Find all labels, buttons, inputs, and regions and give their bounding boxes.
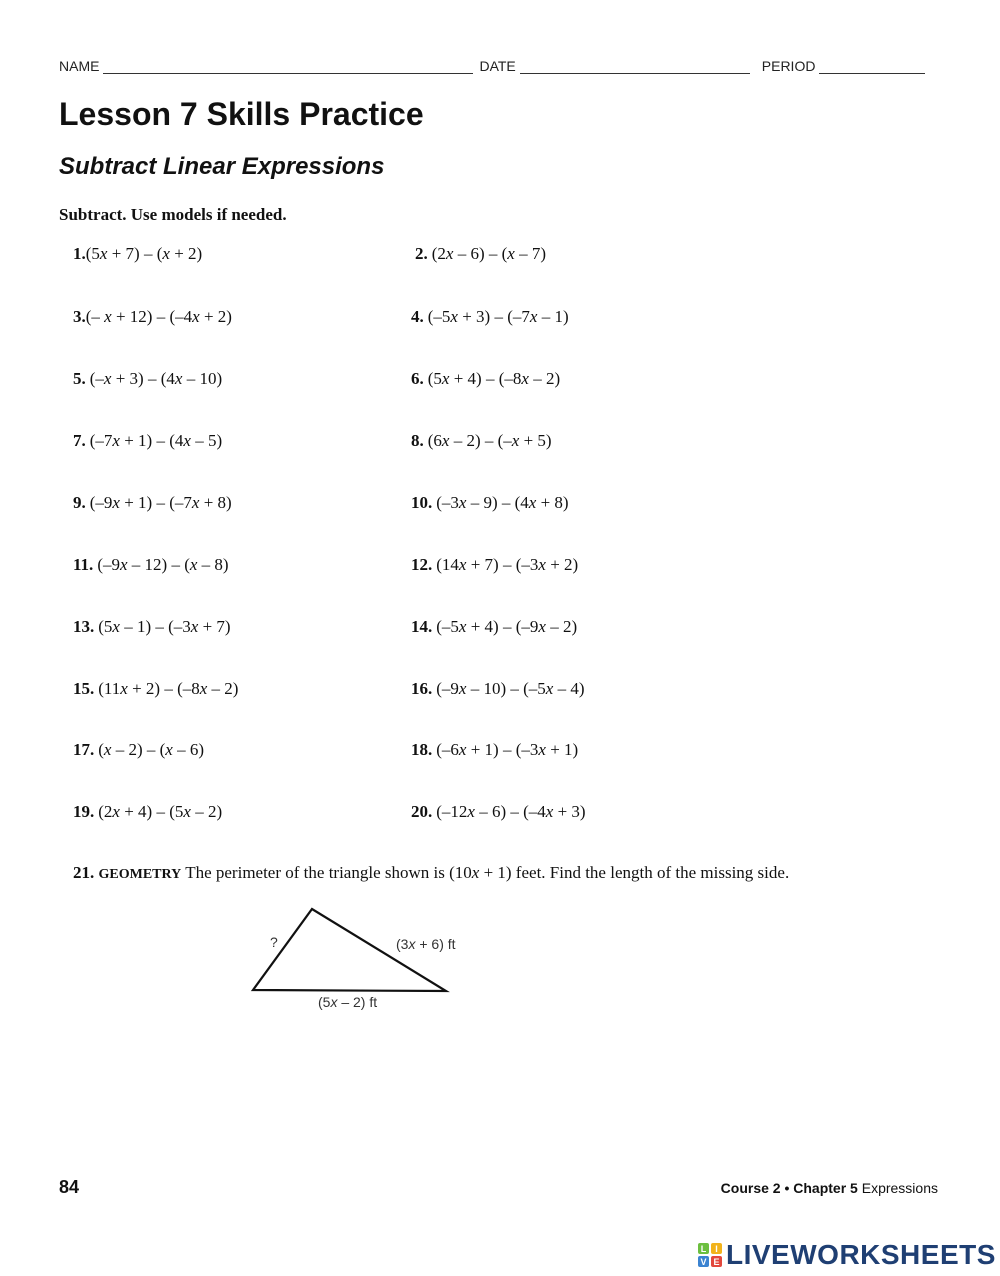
problem-expression: (–7x + 1) – (4x – 5) <box>89 431 223 450</box>
problem-number: 1. <box>73 244 86 263</box>
problem-20 <box>411 802 586 822</box>
logo-icon <box>698 1243 722 1267</box>
problem-number: 9. <box>73 493 86 512</box>
page-subtitle: Subtract Linear Expressions <box>59 153 385 180</box>
problem-14 <box>411 617 577 637</box>
problem-expression: (–5x + 4) – (–9x – 2) <box>436 617 578 636</box>
problem-10 <box>411 493 569 513</box>
problem-7 <box>73 431 222 451</box>
problem-19 <box>73 802 222 822</box>
problem-18 <box>411 740 578 760</box>
logo-letter-i: I <box>711 1243 722 1254</box>
problem-4 <box>411 307 569 327</box>
problem-number: 17. <box>73 740 95 759</box>
problem-3 <box>73 307 232 327</box>
problem-expression: (6x – 2) – (–x + 5) <box>427 431 552 450</box>
problem-expression: (2x – 6) – (x – 7) <box>431 244 547 263</box>
problem-expression: (–9x + 1) – (–7x + 8) <box>89 493 232 512</box>
problem-number: 4. <box>411 307 424 326</box>
name-field[interactable] <box>103 59 473 74</box>
problem-number: 21. <box>73 863 95 882</box>
triangle-figure <box>240 900 480 1025</box>
logo-letter-l: L <box>698 1243 709 1254</box>
problem-number: 18. <box>411 740 433 759</box>
page-number: 84 <box>59 1177 80 1197</box>
problem-expression: (x – 2) – (x – 6) <box>98 740 205 759</box>
problem-expression: (–12x – 6) – (–4x + 3) <box>436 802 586 821</box>
problem-number: 6. <box>411 369 424 388</box>
instructions: Subtract. Use models if needed. <box>59 205 287 224</box>
logo-letter-v: V <box>698 1256 709 1267</box>
problem-expression: (5x – 1) – (–3x + 7) <box>98 617 231 636</box>
problem-15 <box>73 679 238 699</box>
problem-12 <box>411 555 578 575</box>
problem-expression: (11x + 2) – (–8x – 2) <box>98 679 239 698</box>
date-field[interactable] <box>520 59 750 74</box>
problem-16 <box>411 679 585 699</box>
problem-17 <box>73 740 204 760</box>
problem-21 <box>73 863 789 883</box>
problem-number: 7. <box>73 431 86 450</box>
problem-text: The perimeter of the triangle shown is (10x + 1) feet. Find the length of the missing side. <box>185 863 790 882</box>
problem-5 <box>73 369 222 389</box>
chapter-topic: Expressions <box>861 1180 938 1196</box>
course-name: Course 2 <box>720 1180 781 1196</box>
problem-expression: (5x + 7) – (x + 2) <box>85 244 203 263</box>
problem-2 <box>415 244 546 264</box>
problem-number: 15. <box>73 679 95 698</box>
problem-number: 20. <box>411 802 433 821</box>
problem-expression: (–6x + 1) – (–3x + 1) <box>436 740 579 759</box>
problem-number: 16. <box>411 679 433 698</box>
problem-expression: (14x + 7) – (–3x + 2) <box>436 555 579 574</box>
problem-number: 5. <box>73 369 86 388</box>
date-label: DATE <box>479 58 516 74</box>
period-label: PERIOD <box>761 58 816 74</box>
course-info <box>721 1180 938 1196</box>
student-info-line <box>59 58 939 74</box>
problem-1 <box>73 244 202 264</box>
problem-expression: (– x + 12) – (–4x + 2) <box>85 307 232 326</box>
problem-11 <box>73 555 229 575</box>
problem-number: 8. <box>411 431 424 450</box>
separator: • <box>784 1180 790 1196</box>
problem-6 <box>411 369 560 389</box>
triangle-side-right: (3x + 6) ft <box>396 936 456 952</box>
chapter-name: Chapter 5 <box>793 1180 858 1196</box>
problem-expression: (–3x – 9) – (4x + 8) <box>436 493 569 512</box>
triangle-side-unknown: ? <box>270 934 278 950</box>
liveworksheets-logo <box>698 1241 996 1269</box>
problem-number: 2. <box>415 244 428 263</box>
problem-13 <box>73 617 231 637</box>
problem-number: 10. <box>411 493 433 512</box>
triangle-side-bottom: (5x – 2) ft <box>318 994 378 1010</box>
problem-number: 14. <box>411 617 433 636</box>
problem-expression: (–9x – 10) – (–5x – 4) <box>436 679 585 698</box>
problem-expression: (–x + 3) – (4x – 10) <box>89 369 223 388</box>
problem-category: GEOMETRY <box>98 867 182 882</box>
problem-number: 3. <box>73 307 86 326</box>
problem-number: 19. <box>73 802 95 821</box>
problem-expression: (–5x + 3) – (–7x – 1) <box>427 307 569 326</box>
name-label: NAME <box>59 58 100 74</box>
logo-text: LIVEWORKSHEETS <box>726 1239 996 1270</box>
problem-expression: (5x + 4) – (–8x – 2) <box>427 369 561 388</box>
problem-number: 11. <box>73 555 94 574</box>
problem-9 <box>73 493 232 513</box>
period-field[interactable] <box>819 59 925 74</box>
problem-expression: (2x + 4) – (5x – 2) <box>98 802 223 821</box>
problem-8 <box>411 431 552 451</box>
problem-expression: (–9x – 12) – (x – 8) <box>97 555 229 574</box>
page-title: Lesson 7 Skills Practice <box>59 96 424 132</box>
problem-number: 13. <box>73 617 95 636</box>
logo-letter-e: E <box>711 1256 722 1267</box>
problem-number: 12. <box>411 555 433 574</box>
